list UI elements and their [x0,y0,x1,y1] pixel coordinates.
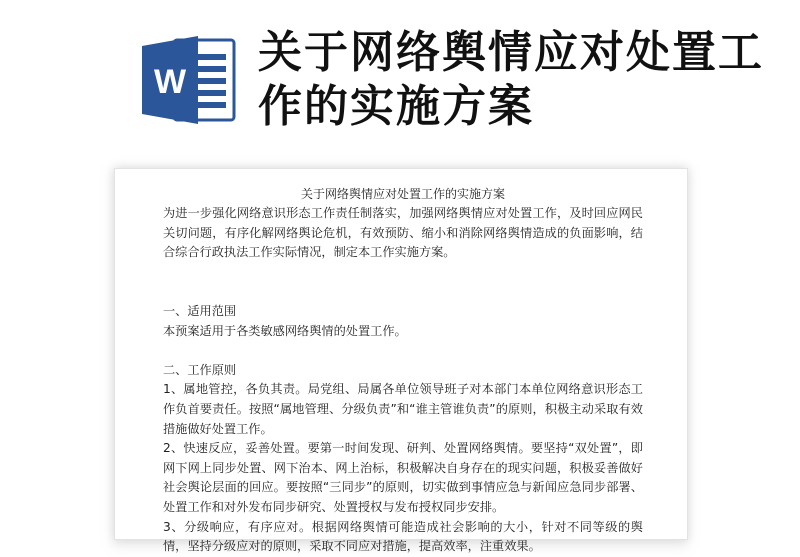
page-title: 关于网络舆情应对处置工作的实施方案 [258,27,764,132]
document-page [114,168,688,554]
document-title: 关于网络舆情应对处置工作的实施方案 [300,187,505,201]
section-heading-principles: 二、工作原则 [163,362,237,377]
principle-paragraph: 2、快速反应，妥善处置。要第一时间发现、研判、处置网络舆情。要坚持“双处置”，即网下网上同步处置、网下治本、网上治标，积极解决自身存在的现实问题，积极妥善做好社会舆论层面的回应。要按照“三同步”的原则，切实做到事情应急与新闻应急同步部署、处置工作和对外发布同步研究、处置授权与发布授权同步安排。 [163,441,643,514]
spacer [163,263,643,283]
principle-paragraph: 3、分级响应，有序应对。根据网络舆情可能造成社会影响的大小，针对不同等级的舆情，坚持分级应对的原则，采取不同应对措施，提高效率，注重效果。 [163,519,643,554]
logo-letter: W [153,63,187,101]
principle-paragraph: 1、属地管控，各负其责。局党组、局属各单位领导班子对本部门本单位网络意识形态工作负首要责任。按照“属地管理、分级负责”和“谁主管谁负责”的原则，积极主动采取有效措施做好处置工作。 [163,382,643,436]
spacer [163,282,643,302]
intro-paragraph: 为进一步强化网络意识形态工作责任制落实，加强网络舆情应对处置工作，及时回应网民关切问题，有序化解网络舆论危机，有效预防、缩小和消除网络舆情造成的负面影响，结合综合行政执法工作实际情况，制定本工作实施方案。 [163,206,643,260]
word-document-icon [140,30,236,130]
document-body [163,185,643,557]
spacer [163,341,643,361]
header [0,0,800,168]
section-heading-scope: 一、适用范围 [163,303,237,318]
section-body-scope: 本预案适用于各类敏感网络舆情的处置工作。 [163,323,407,338]
